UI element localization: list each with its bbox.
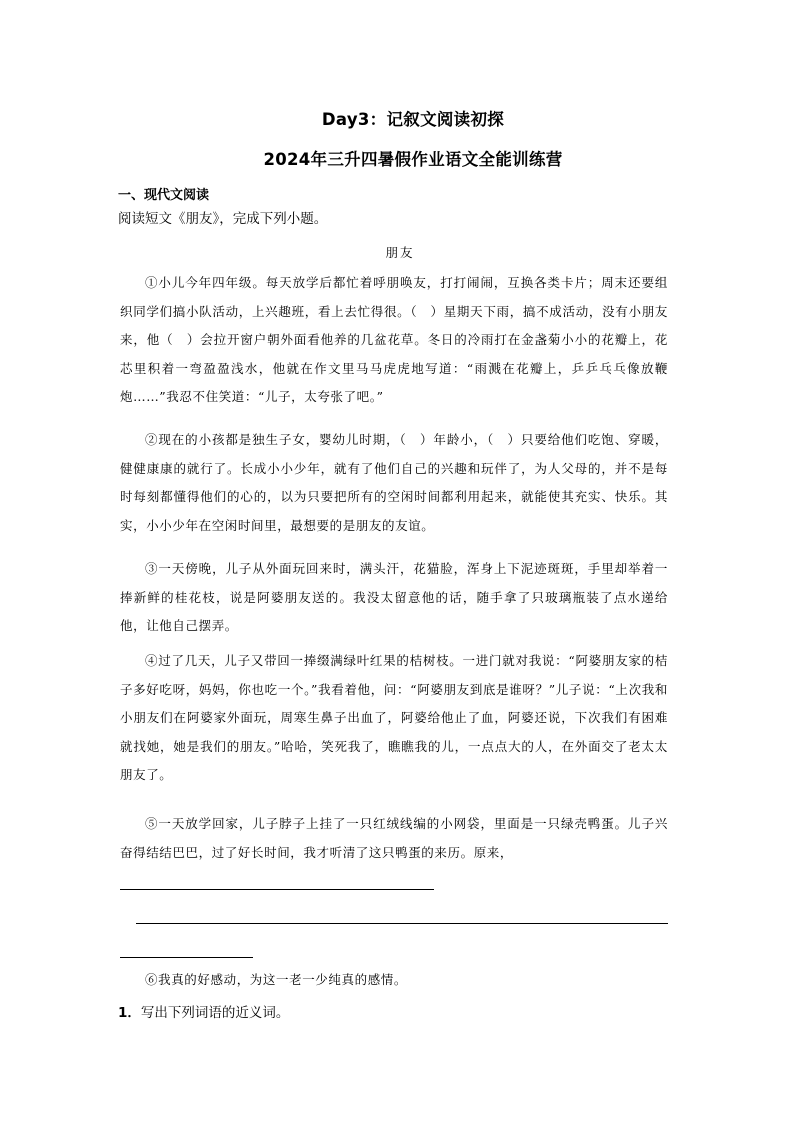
question-1	[118, 1001, 289, 1021]
article-paragraph-2: ②现在的小孩都是独生子女，婴幼儿时期，（ ）年龄小，（ ）只要给他们吃饱、穿暖，健健康康的就行了。长成小小少年，就有了他们自己的兴趣和玩伴了，为人父母的，并不是每时每刻都懂得他们的心的，以为只要把所有的空闲时间都利用起来，就能使其充实、快乐。其实，小小少年在空闲时间里，最想要的是朋友的友谊。	[120, 432, 668, 533]
article-paragraph-5: ⑤一天放学回家，儿子脖子上挂了一只红绒线编的小网袋，里面是一只绿壳鸭蛋。儿子兴奋得结结巴巴，过了好长时间，我才听清了这只鸭蛋的来历。原来，	[120, 816, 668, 860]
section-heading: 一、现代文阅读	[118, 188, 210, 203]
article-paragraph-3: ③一天傍晚，儿子从外面玩回来时，满头汗，花猫脸，浑身上下泥迹斑斑，手里却举着一捧新鲜的桂花枝，说是阿婆朋友送的。我没太留意他的话，随手拿了只玻璃瓶装了点水递给他，让他自己摆弄。	[120, 561, 668, 633]
answer-blank-line[interactable]	[136, 923, 668, 924]
article-paragraph-4: ④过了几天，儿子又带回一捧缀满绿叶红果的桔树枝。一进门就对我说：“阿婆朋友家的桔子多好吃呀，妈妈，你也吃一个。”我看着他，问：“阿婆朋友到底是谁呀？”儿子说：“上次我和小朋友们在阿婆家外面玩，周寒生鼻子出血了，阿婆给他止了血，阿婆还说，下次我们有困难就找她，她是我们的朋友。”哈哈，笑死我了，瞧瞧我的儿，一点点大的人，在外面交了老太太朋友了。	[120, 653, 668, 782]
answer-blank-line[interactable]	[120, 889, 434, 890]
answer-blank-line[interactable]	[120, 957, 253, 958]
page-subtitle: 2024年三升四暑假作业语文全能训练营	[263, 150, 563, 169]
question-number: 1．	[118, 1005, 141, 1021]
reading-instruction: 阅读短文《朋友》，完成下列小题。	[118, 211, 328, 227]
article-title: 朋友	[385, 245, 415, 260]
page-title: Day3：记叙文阅读初探	[321, 110, 505, 129]
question-text: 写出下列词语的近义词。	[140, 1005, 290, 1021]
article-paragraph-1: ①小儿今年四年级。每天放学后都忙着呼朋唤友，打打闹闹，互换各类卡片；周末还要组织同学们搞小队活动，上兴趣班，看上去忙得很。（ ）星期天下雨，搞不成活动，没有小朋友来，他（ ）会拉开窗户朝外面看他养的几盆花草。冬日的冷雨打在金盏菊小小的花瓣上，花芯里积着一弯盈盈浅水，他就在作文里马马虎虎地写道：“雨溅在花瓣上，乒乒乓乓像放鞭炮……”我忍不住笑道：“儿子，太夸张了吧。”	[120, 275, 668, 404]
article-paragraph-6: ⑥我真的好感动，为这一老一少纯真的感情。	[145, 972, 408, 987]
